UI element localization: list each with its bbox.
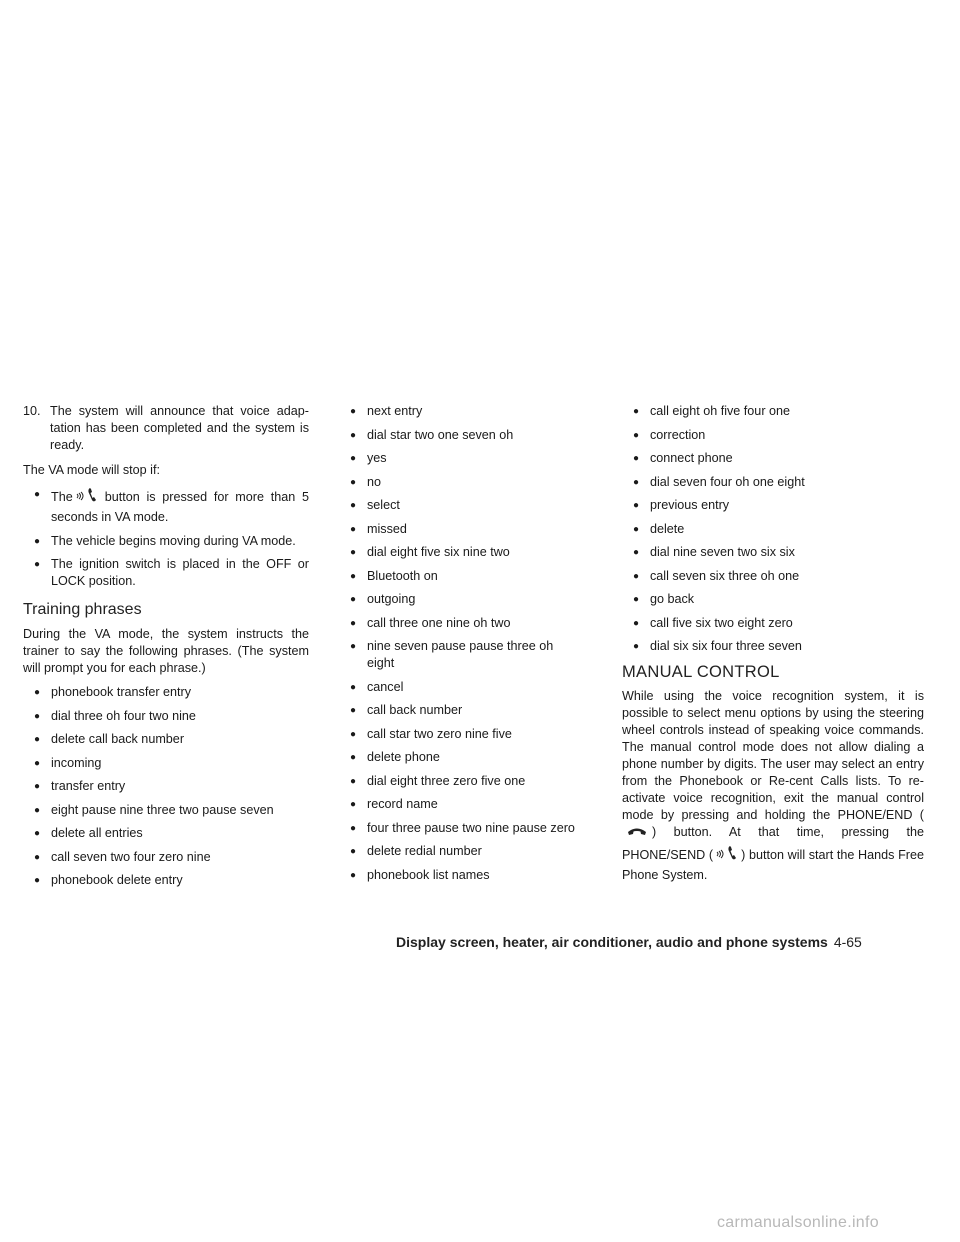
list-item: ● phonebook delete entry <box>23 872 309 889</box>
list-item: ● dial six six four three seven <box>622 638 924 655</box>
list-item: ● delete <box>622 521 924 538</box>
list-item: ● call three one nine oh two <box>339 615 579 632</box>
list-item: ● call seven six three oh one <box>622 568 924 585</box>
list-item: ● next entry <box>339 403 579 420</box>
list-item: ● call five six two eight zero <box>622 615 924 632</box>
step-number: 10. <box>23 404 41 418</box>
section-title: Display screen, heater, air conditioner, audio and phone systems <box>396 934 828 950</box>
step-10 <box>23 403 309 454</box>
phone-end-icon <box>625 825 649 844</box>
list-item: ● delete phone <box>339 749 579 766</box>
list-item: ● go back <box>622 591 924 608</box>
list-item: ● The ignition switch is placed in the OFF or LOCK position. <box>23 556 309 590</box>
phone-send-voice-icon <box>715 844 739 867</box>
list-item: ● dial seven four oh one eight <box>622 474 924 491</box>
list-item: ● dial three oh four two nine <box>23 708 309 725</box>
list-item: ● transfer entry <box>23 778 309 795</box>
training-phrases-list-3 <box>622 403 924 655</box>
list-item: ● connect phone <box>622 450 924 467</box>
list-item: ● The vehicle begins moving during VA mode. <box>23 533 309 550</box>
list-item: ● dial nine seven two six six <box>622 544 924 561</box>
stop-conditions-list <box>23 486 309 590</box>
list-item: ● dial star two one seven oh <box>339 427 579 444</box>
list-item: ● outgoing <box>339 591 579 608</box>
list-item: ● eight pause nine three two pause seven <box>23 802 309 819</box>
list-item: ● yes <box>339 450 579 467</box>
list-item: ● phonebook list names <box>339 867 579 884</box>
list-item: ● nine seven pause pause three oh eight <box>339 638 579 672</box>
list-item: ● four three pause two nine pause zero <box>339 820 579 837</box>
list-item: ● dial eight five six nine two <box>339 544 579 561</box>
list-item: ● correction <box>622 427 924 444</box>
list-item: ● incoming <box>23 755 309 772</box>
list-item: ● no <box>339 474 579 491</box>
page-footer <box>396 934 862 950</box>
list-item: ● select <box>339 497 579 514</box>
list-item: ● call seven two four zero nine <box>23 849 309 866</box>
page-number: 4-65 <box>833 934 862 950</box>
training-phrases-list-2 <box>339 403 579 884</box>
list-item: ● call back number <box>339 702 579 719</box>
training-intro: During the VA mode, the system instructs the trainer to say the following phrases. (The system will prompt you for each phrase.) <box>23 627 309 675</box>
list-item: ● previous entry <box>622 497 924 514</box>
list-item: ● record name <box>339 796 579 813</box>
list-item: ● dial eight three zero five one <box>339 773 579 790</box>
list-item: ● call eight oh five four one <box>622 403 924 420</box>
training-phrases-list-1 <box>23 684 309 889</box>
list-item: ● phonebook transfer entry <box>23 684 309 701</box>
list-item: ● call star two zero nine five <box>339 726 579 743</box>
list-item: ● cancel <box>339 679 579 696</box>
list-item: ● missed <box>339 521 579 538</box>
manual-control-text: While using the voice recognition system, it is possible to select menu options by using the steering wheel controls instead of speaking voice commands. The manual control mode does not allow dialing a phone number by digits. The user may select an entry from the Phonebook or Re-cent Calls lists. To re-activate voice recognition, exit the manual control mode by pressing and holding the PHONE/END () button. At that time, pressing the PHONE/SEND ( ) button will start the Hands Free Phone System. <box>622 688 924 882</box>
list-item: ● Bluetooth on <box>339 568 579 585</box>
manual-control-heading: MANUAL CONTROL <box>622 662 780 681</box>
list-item: ● The button is pressed for more than 5 seconds in VA mode. <box>23 486 309 526</box>
step-text: The system will announce that voice adap-tation has been completed and the system is ready. <box>50 404 309 452</box>
phone-send-voice-icon <box>75 486 99 509</box>
stop-intro: The VA mode will stop if: <box>23 463 160 477</box>
list-item: ● delete all entries <box>23 825 309 842</box>
left-column <box>23 403 309 896</box>
training-heading: Training phrases <box>23 601 142 618</box>
middle-column <box>339 403 579 890</box>
right-column <box>622 403 924 884</box>
list-item: ● delete call back number <box>23 731 309 748</box>
watermark: carmanualsonline.info <box>717 1214 879 1231</box>
list-item: ● delete redial number <box>339 843 579 860</box>
